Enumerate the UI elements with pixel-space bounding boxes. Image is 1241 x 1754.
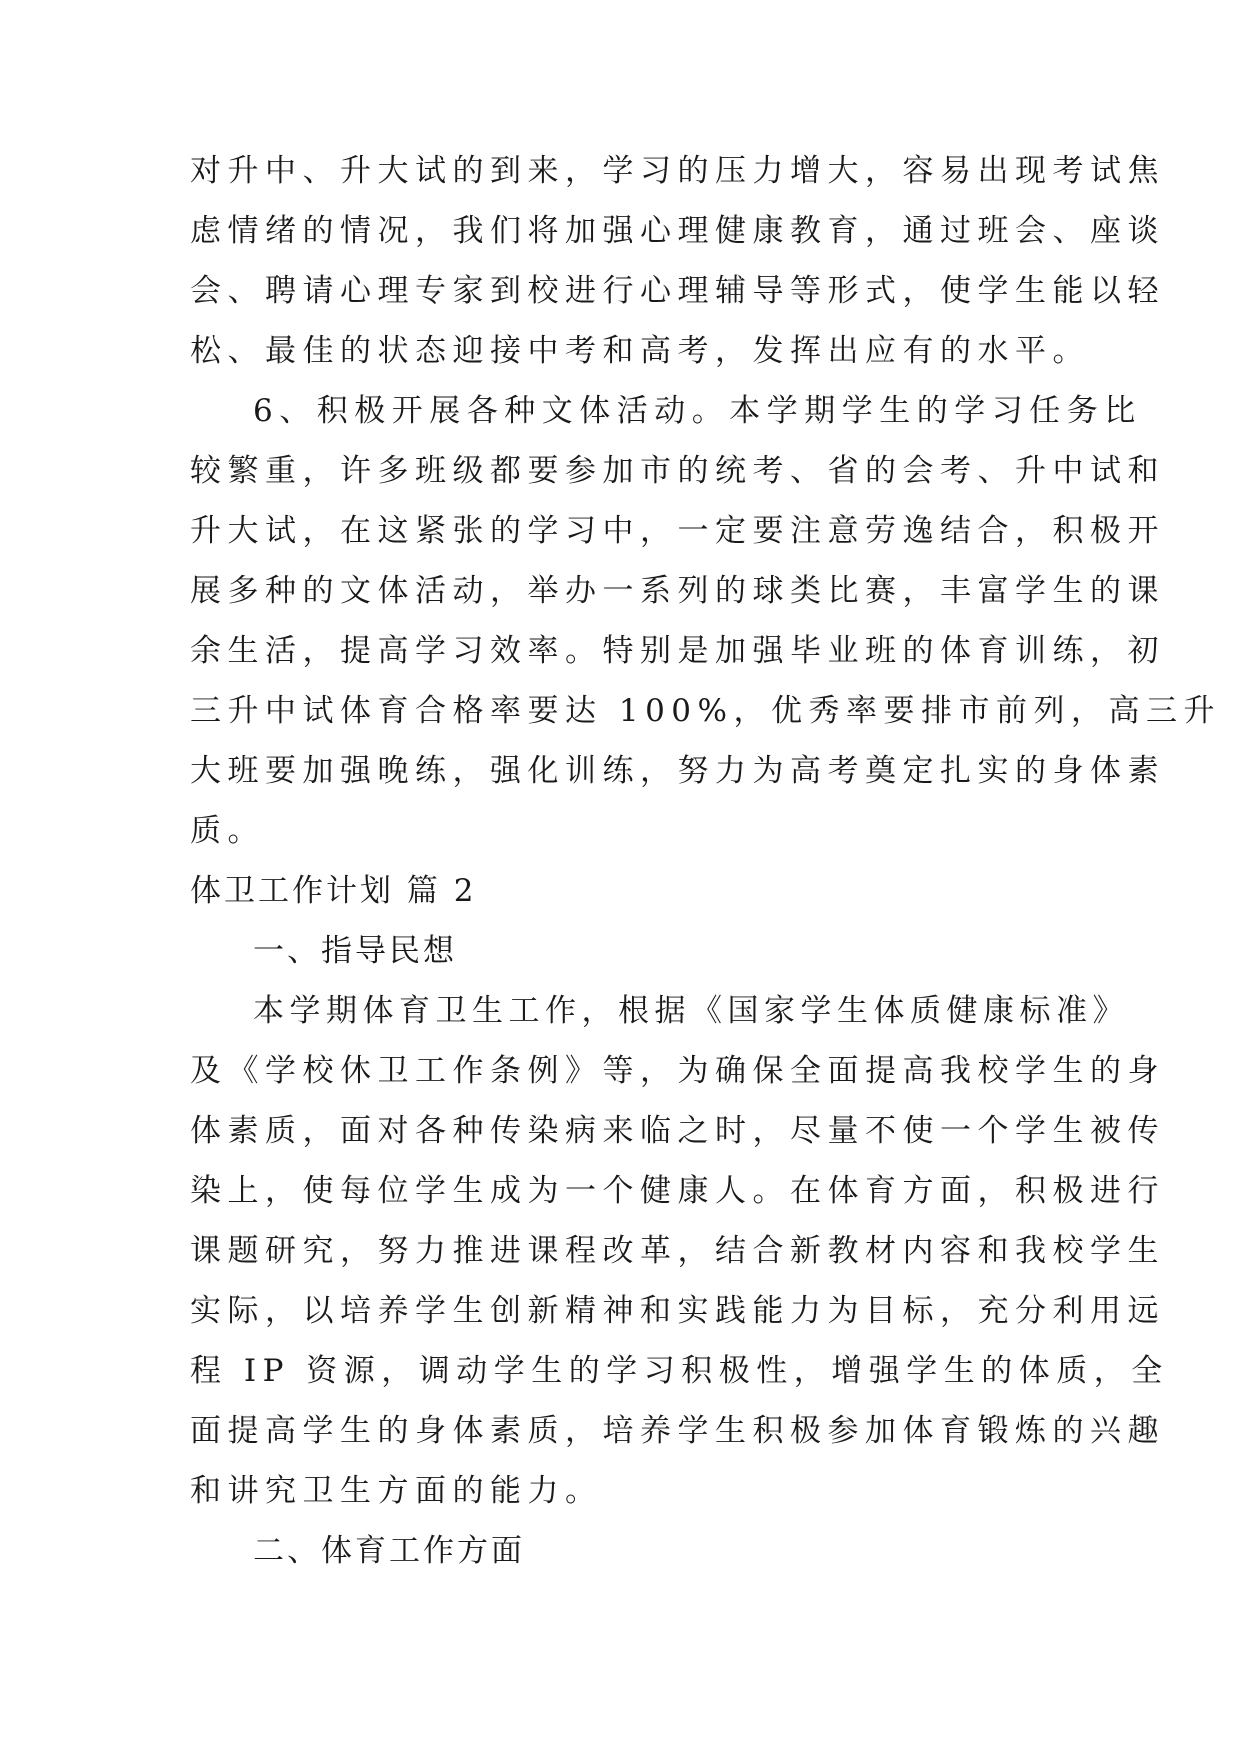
- paragraph-line: 展多种的文体活动，举办一系列的球类比赛，丰富学生的课: [190, 573, 1165, 609]
- paragraph-line: 大班要加强晚练，强化训练，努力为高考奠定扎实的身体素: [190, 753, 1165, 789]
- paragraph-line: 会、聘请心理专家到校进行心理辅导等形式，使学生能以轻: [190, 273, 1165, 309]
- paragraph-line: 面提高学生的身体素质，培养学生积极参加体育锻炼的兴趣: [190, 1413, 1165, 1449]
- subheading: 二、体育工作方面: [253, 1533, 525, 1569]
- paragraph-line: 程 IP 资源，调动学生的学习积极性，增强学生的体质，全: [190, 1353, 1169, 1389]
- paragraph-line: 余生活，提高学习效率。特别是加强毕业班的体育训练，初: [190, 633, 1165, 669]
- paragraph-line: 体素质，面对各种传染病来临之时，尽量不使一个学生被传: [190, 1113, 1165, 1149]
- paragraph-line: 实际，以培养学生创新精神和实践能力为目标，充分利用远: [190, 1293, 1165, 1329]
- paragraph-line: 较繁重，许多班级都要参加市的统考、省的会考、升中试和: [190, 453, 1165, 489]
- paragraph-line: 松、最佳的状态迎接中考和高考，发挥出应有的水平。: [190, 333, 1090, 369]
- paragraph-line: 三升中试体育合格率要达 100%，优秀率要排市前列，高三升: [190, 693, 1221, 729]
- paragraph-line: 对升中、升大试的到来，学习的压力增大，容易出现考试焦: [190, 153, 1165, 189]
- paragraph-line: 染上，使每位学生成为一个健康人。在体育方面，积极进行: [190, 1173, 1165, 1209]
- paragraph-line: 质。: [190, 813, 265, 849]
- paragraph-line: 本学期体育卫生工作，根据《国家学生体质健康标准》: [253, 993, 1129, 1029]
- paragraph-line: 课题研究，努力推进课程改革，结合新教材内容和我校学生: [190, 1233, 1165, 1269]
- subheading: 一、指导民想: [253, 933, 457, 969]
- paragraph-line: 升大试，在这紧张的学习中，一定要注意劳逸结合，积极开: [190, 513, 1165, 549]
- paragraph-line: 及《学校休卫工作条例》等，为确保全面提高我校学生的身: [190, 1053, 1165, 1089]
- paragraph-line: 虑情绪的情况，我们将加强心理健康教育，通过班会、座谈: [190, 213, 1165, 249]
- paragraph-line: 和讲究卫生方面的能力。: [190, 1473, 603, 1509]
- section-title: 体卫工作计划 篇 2: [190, 873, 477, 909]
- paragraph-line: 6、积极开展各种文体活动。本学期学生的学习任务比: [253, 393, 1142, 429]
